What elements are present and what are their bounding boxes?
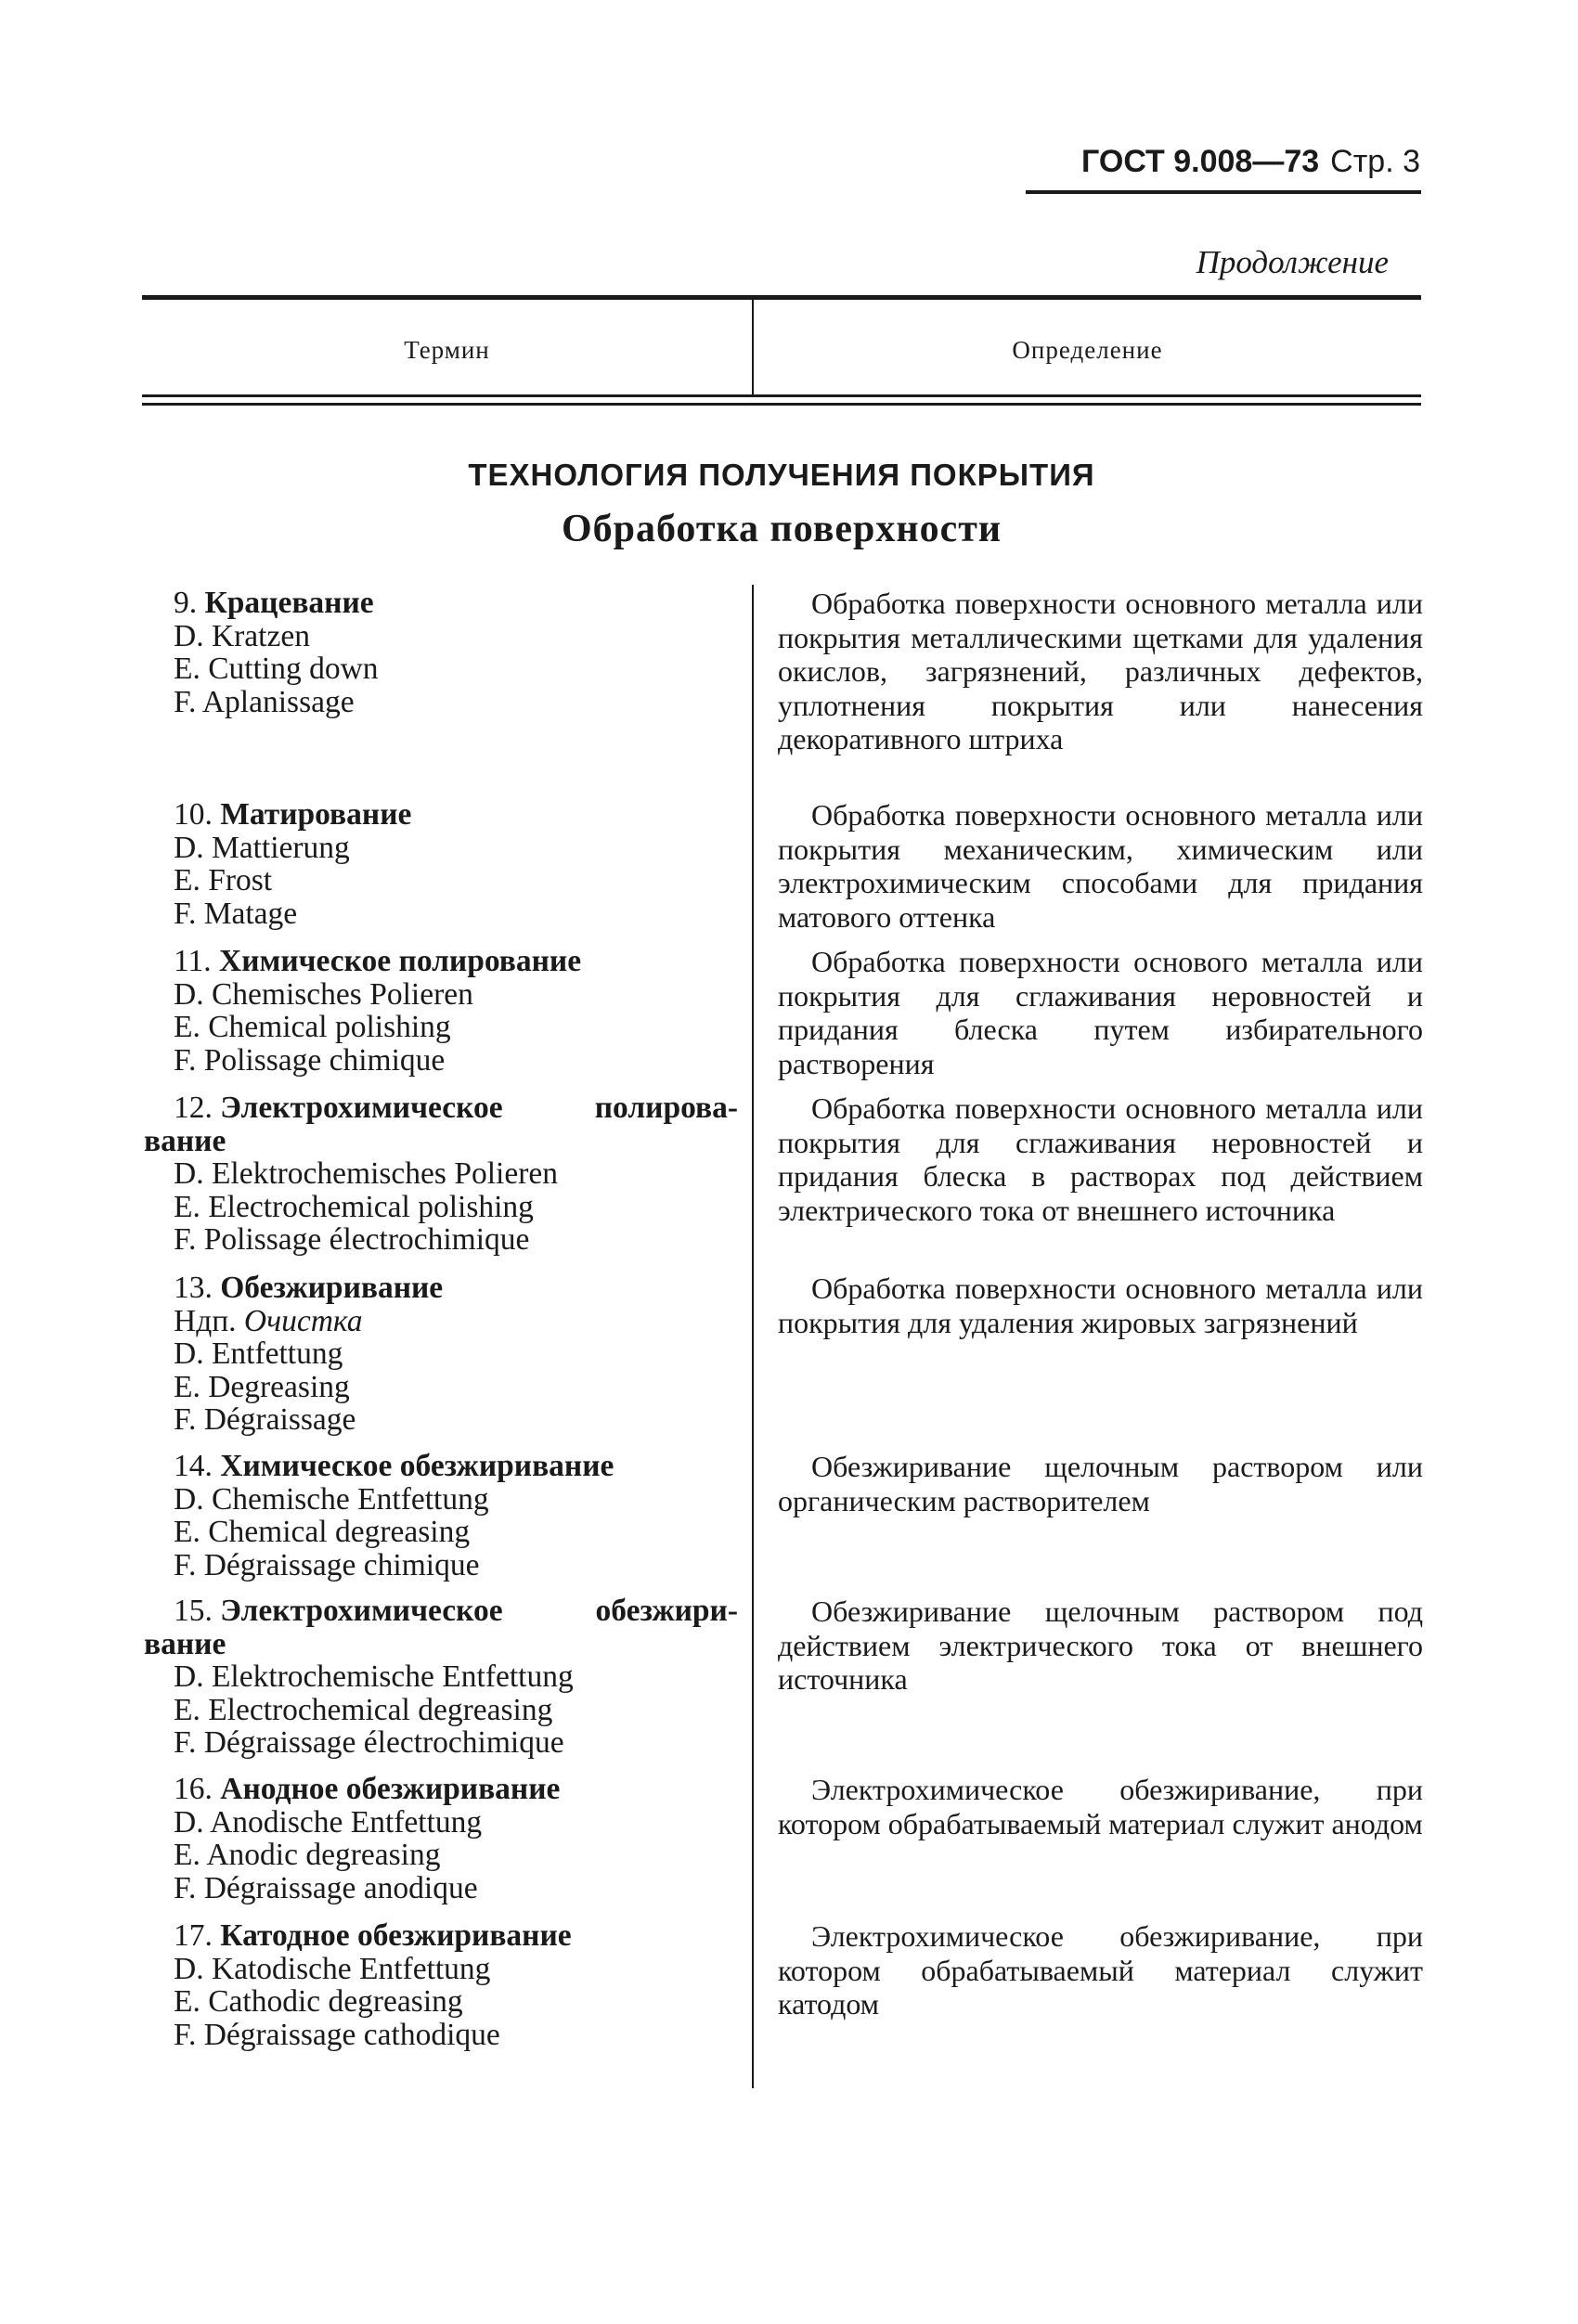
- definition-entry: [778, 1450, 1423, 1517]
- column-header-definition: Определение: [1012, 336, 1163, 364]
- term-fr: F. Dégraissage cathodique: [174, 2017, 500, 2052]
- definition-text: Обработка поверхности основого металла или покрытия для сглаживания неровностей и придания блеска путем избирательного растворения: [778, 945, 1423, 1080]
- term-ru: 12. Электрохимическое полирова-: [174, 1091, 738, 1125]
- standard-number: ГОСТ 9.008—73: [1081, 144, 1320, 179]
- subsection-title: Обработка поверхности: [561, 508, 1002, 550]
- column-divider-body: [752, 585, 754, 2088]
- term-fr: F. Dégraissage anodique: [174, 1870, 478, 1905]
- term-en: E. Degreasing: [174, 1369, 350, 1404]
- definition-text: Обезжиривание щелочным раствором под действием электрического тока от внешнего источника: [778, 1595, 1423, 1696]
- term-entry: [144, 1595, 738, 1760]
- term-entry: [144, 798, 738, 930]
- term-not-allowed: Ндп. Очистка: [174, 1303, 363, 1338]
- column-header-term: Термин: [404, 336, 490, 364]
- term-en: E. Electrochemical polishing: [174, 1189, 534, 1224]
- term-entry: [144, 587, 738, 718]
- term-de: D. Elektrochemische Entfettung: [174, 1659, 574, 1694]
- term-en: E. Cathodic degreasing: [174, 1984, 463, 2019]
- term-ru: 16. Анодное обезжиривание: [174, 1772, 561, 1806]
- definition-text: Обработка поверхности основного металла или покрытия для сглаживания неровностей и придания блеска в растворах под действием электрического тока от внешнего источника: [778, 1091, 1423, 1227]
- definition-text: Обработка поверхности основного металла или покрытия металлическими щетками для удаления окислов, загрязнений, различных дефектов, уплотнения покрытия или нанесения декоративного штриха: [778, 587, 1423, 755]
- term-fr: F. Matage: [174, 896, 298, 931]
- table-head-rule-1: [142, 394, 1421, 397]
- term-de: D. Mattierung: [174, 830, 350, 865]
- term-de: D. Kratzen: [174, 618, 310, 653]
- term-en: E. Cutting down: [174, 652, 379, 686]
- term-entry: [144, 945, 738, 1077]
- term-en: E. Chemical degreasing: [174, 1515, 471, 1549]
- definition-entry: [778, 1773, 1423, 1840]
- term-entry: [144, 1450, 738, 1582]
- definition-entry: [778, 1091, 1423, 1227]
- term-entry: [144, 1272, 738, 1437]
- term-ru: 13. Обезжиривание: [174, 1271, 444, 1305]
- term-ru: 14. Химическое обезжиривание: [174, 1449, 614, 1483]
- term-ru: 15. Электрохимическое обезжири-: [174, 1594, 738, 1628]
- definition-entry: [778, 1919, 1423, 2021]
- definition-text: Электрохимическое обезжиривание, при котором обрабатываемый материал служит катодом: [778, 1919, 1423, 2021]
- term-de: D. Chemische Entfettung: [174, 1481, 489, 1517]
- term-ru-continued: вание: [144, 1123, 226, 1158]
- definition-entry: [778, 945, 1423, 1080]
- term-fr: F. Dégraissage: [174, 1402, 356, 1437]
- term-entry: [144, 1773, 738, 1904]
- table-head-rule-2: [142, 403, 1421, 406]
- term-ru: 10. Матирование: [174, 797, 412, 832]
- term-ru: 11. Химическое полирование: [174, 944, 582, 978]
- definition-text: Обработка поверхности основного металла или покрытия механическим, химическим или электрохимическим способами для придания матового оттенка: [778, 798, 1423, 934]
- definition-entry: [778, 1595, 1423, 1697]
- definition-entry: [778, 1272, 1423, 1339]
- term-fr: F. Dégraissage électrochimique: [174, 1725, 564, 1760]
- term-ru: 17. Катодное обезжиривание: [174, 1918, 572, 1953]
- term-en: E. Frost: [174, 863, 273, 897]
- term-en: E. Anodic degreasing: [174, 1838, 441, 1872]
- definition-entry: [778, 587, 1423, 756]
- term-en: E. Electrochemical degreasing: [174, 1692, 553, 1727]
- page-number: Стр. 3: [1330, 144, 1420, 179]
- continuation-label: Продолжение: [1196, 244, 1389, 280]
- page-header: [1030, 144, 1420, 180]
- term-fr: F. Polissage électrochimique: [174, 1222, 530, 1257]
- header-rule: [1026, 190, 1421, 194]
- definition-text: Электрохимическое обезжиривание, при котором обрабатываемый материал служит анодом: [778, 1773, 1423, 1840]
- term-de: D. Anodische Entfettung: [174, 1804, 483, 1840]
- definition-text: Обезжиривание щелочным раствором или органическим растворителем: [778, 1450, 1423, 1517]
- definition-entry: [778, 798, 1423, 934]
- term-de: D. Chemisches Polieren: [174, 976, 473, 1012]
- term-entry: [144, 1919, 738, 2051]
- table-top-rule: [142, 295, 1421, 300]
- term-de: D. Katodische Entfettung: [174, 1951, 491, 1986]
- term-de: D. Entfettung: [174, 1336, 343, 1371]
- definition-text: Обработка поверхности основного металла или покрытия для удаления жировых загрязнений: [778, 1272, 1423, 1339]
- term-de: D. Elektrochemisches Polieren: [174, 1156, 558, 1191]
- term-ru-continued: вание: [144, 1626, 226, 1661]
- term-ru: 9. Крацевание: [174, 586, 374, 620]
- term-fr: F. Aplanissage: [174, 684, 355, 719]
- term-fr: F. Polissage chimique: [174, 1042, 446, 1078]
- term-entry: [144, 1091, 738, 1257]
- section-title: ТЕХНОЛОГИЯ ПОЛУЧЕНИЯ ПОКРЫТИЯ: [468, 458, 1095, 492]
- term-en: E. Chemical polishing: [174, 1010, 451, 1044]
- term-fr: F. Dégraissage chimique: [174, 1547, 480, 1582]
